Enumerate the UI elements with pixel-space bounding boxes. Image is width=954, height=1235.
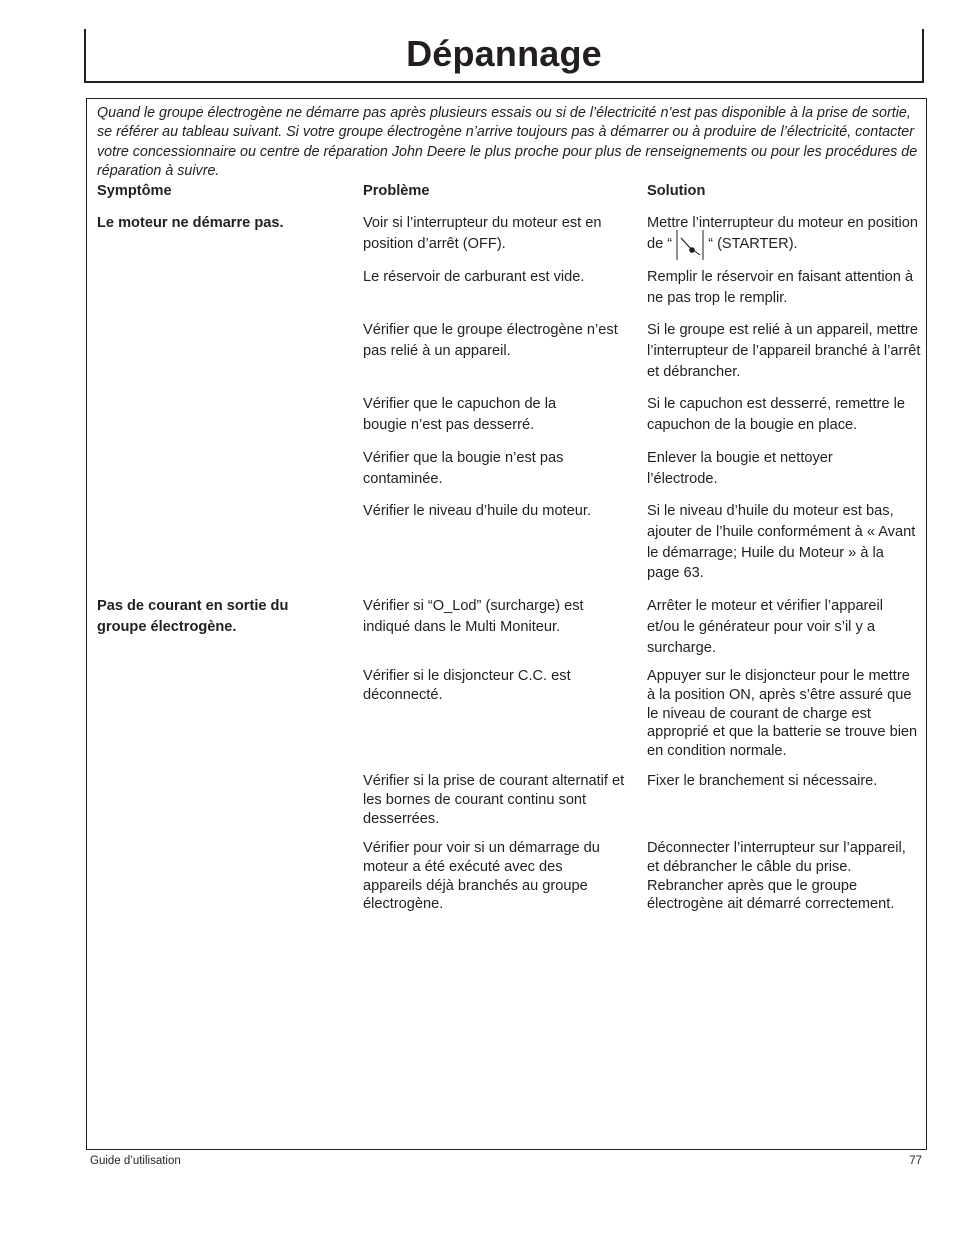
solution-8: Fixer le branchement si nécessaire. xyxy=(647,773,878,789)
symptom-no-output-power: Pas de courant en sortie du groupe électrogène. xyxy=(97,598,289,635)
intro-paragraph: Quand le groupe électrogène ne démarre pas après plusieurs essais ou si de l’électricité n’est pas disponible à la prise de sortie, se référer au tableau suivant. Si votre groupe électrogène n’arrive toujours pas à démarrer ou à produire de l’électricité, contacter votre concessionnaire ou centre de réparation John Deere le plus proche pour plus de renseignements ou pour les procédures de réparation à suivre. xyxy=(97,105,918,179)
title-box xyxy=(84,29,924,83)
solution-6: Arrêter le moteur et vérifier l’appareil et/ou le générateur pour voir s’il y a surcharge. xyxy=(647,598,884,656)
problem-9: Vérifier pour voir si un démarrage du moteur a été exécuté avec des appareils déjà branchés au groupe électrogène. xyxy=(363,840,600,913)
solution-2: Si le groupe est relié à un appareil, mettre l’interrupteur de l’appareil branché à l’arrêt et débrancher. xyxy=(647,322,921,380)
problem-7: Vérifier si le disjoncteur C.C. est déconnecté. xyxy=(363,668,571,703)
header-symptom: Symptôme xyxy=(97,183,172,199)
solution-0 xyxy=(647,213,922,258)
solution-1: Remplir le réservoir en faisant attention à ne pas trop le remplir. xyxy=(647,269,914,306)
solution-4: Enlever la bougie et nettoyer l’électrode. xyxy=(647,450,833,487)
starter-symbol-icon xyxy=(676,234,704,258)
symptom-engine-no-start: Le moteur ne démarre pas. xyxy=(97,215,284,231)
footer-guide-label: Guide d’utilisation xyxy=(90,1155,181,1167)
header-problem: Problème xyxy=(363,183,430,199)
problem-0: Voir si l’interrupteur du moteur est en position d’arrêt (OFF). xyxy=(363,215,602,252)
problem-2: Vérifier que le groupe électrogène n’est pas relié à un appareil. xyxy=(363,322,618,359)
page-number: 77 xyxy=(909,1155,922,1167)
header-solution: Solution xyxy=(647,183,706,199)
solution-0-part-a: Mettre l’interrupteur du moteur en position de “ xyxy=(647,215,918,252)
solution-7: Appuyer sur le disjoncteur pour le mettre à la position ON, après s’être assuré que le niveau de courant de charge est approprié et que la batterie se trouve bien en condition normale. xyxy=(647,668,918,760)
problem-4: Vérifier que la bougie n’est pas contaminée. xyxy=(363,450,564,487)
solution-9: Déconnecter l’interrupteur sur l’appareil, et débrancher le câble du prise. Rebrancher après que le groupe électrogène ait démarré correctement. xyxy=(647,840,906,913)
problem-6: Vérifier si “O_Lod” (surcharge) est indiqué dans le Multi Moniteur. xyxy=(363,598,584,635)
solution-3: Si le capuchon est desserré, remettre le capuchon de la bougie en place. xyxy=(647,396,905,433)
page-title: Dépannage xyxy=(406,33,602,74)
problem-5: Vérifier le niveau d’huile du moteur. xyxy=(363,503,591,519)
solution-5: Si le niveau d’huile du moteur est bas, ajouter de l’huile conformément à « Avant le démarrage; Huile du Moteur » à la page 63. xyxy=(647,503,916,582)
solution-0-part-b: “ (STARTER). xyxy=(708,235,798,252)
problem-3: Vérifier que le capuchon de la bougie n’est pas desserré. xyxy=(363,396,557,433)
problem-8: Vérifier si la prise de courant alternatif et les bornes de courant continu sont desserrées. xyxy=(363,773,625,827)
problem-1: Le réservoir de carburant est vide. xyxy=(363,269,585,285)
